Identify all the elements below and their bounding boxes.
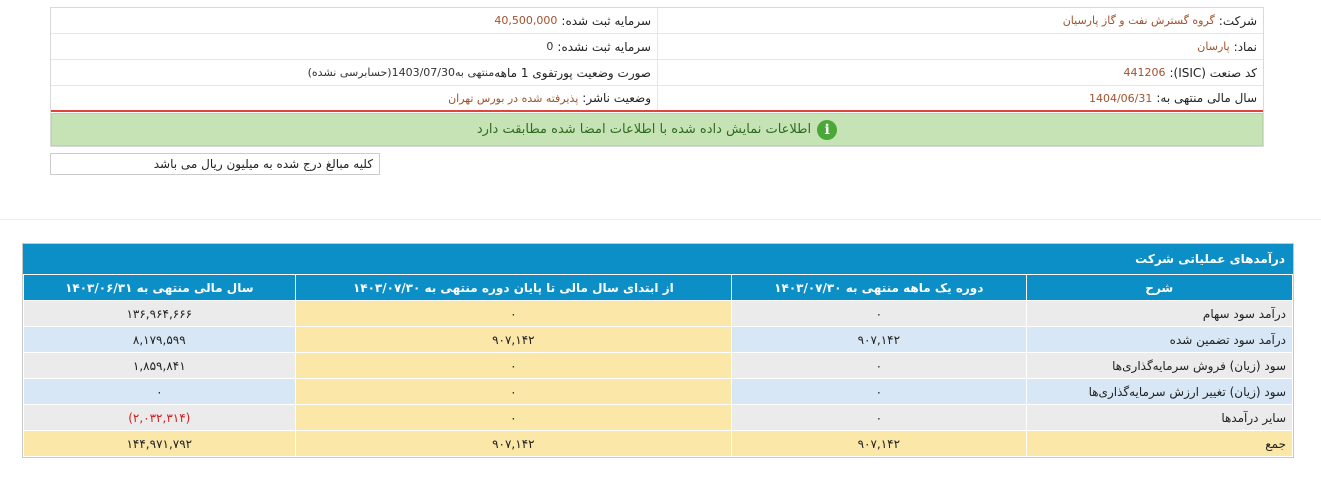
row-value-fiscal-year: ۰	[24, 379, 296, 405]
reg-capital-cell	[51, 8, 657, 33]
statement-value: منتهی به1403/07/30(حسابرسی نشده)	[307, 66, 495, 79]
info-row-1	[51, 8, 1263, 34]
publisher-status-value: پذیرفته شده در بورس تهران	[448, 91, 579, 105]
isic-cell	[657, 60, 1263, 85]
row-value-ytd: ۰	[295, 379, 732, 405]
row-value-one-month: ۰	[732, 405, 1026, 431]
reg-capital-label: سرمایه ثبت شده:	[561, 13, 651, 28]
currency-note	[50, 153, 380, 175]
row-description: سود (زیان) فروش سرمایه‌گذاری‌ها	[1026, 353, 1292, 379]
table-row	[24, 353, 1293, 379]
row-description: سایر درآمدها	[1026, 405, 1292, 431]
symbol-value[interactable]: پارسان	[1197, 40, 1230, 53]
table-header-row	[24, 275, 1293, 301]
info-icon: i	[817, 120, 837, 140]
currency-note-text: کلیه مبالغ درج شده به میلیون ریال می باشد	[153, 157, 373, 171]
row-value-ytd: ۰	[295, 405, 732, 431]
row-value-fiscal-year-negative: (۲,۰۳۲,۳۱۴)	[24, 405, 296, 431]
unreg-capital-cell	[51, 34, 657, 59]
symbol-label: نماد:	[1233, 39, 1257, 54]
symbol-cell	[657, 34, 1263, 59]
row-value-one-month: ۰	[732, 301, 1026, 327]
col-header-ytd: از ابتدای سال مالی تا پایان دوره منتهی به ۱۴۰۳/۰۷/۳۰	[295, 275, 732, 301]
statement-cell	[51, 60, 657, 85]
row-value-one-month: ۰	[732, 379, 1026, 405]
unreg-capital-label: سرمایه ثبت نشده:	[557, 39, 651, 54]
isic-value: 441206	[1123, 66, 1166, 79]
fiscal-year-label: سال مالی منتهی به:	[1156, 91, 1257, 105]
row-value-ytd: ۰	[295, 353, 732, 379]
table-total-row	[24, 431, 1293, 457]
table-row	[24, 405, 1293, 431]
total-value-one-month: ۹۰۷,۱۴۲	[732, 431, 1026, 457]
row-value-fiscal-year: ۱۳۶,۹۶۴,۶۶۶	[24, 301, 296, 327]
info-row-4	[51, 86, 1263, 112]
section-title: درآمدهای عملیاتی شرکت	[23, 244, 1293, 274]
row-value-one-month: ۰	[732, 353, 1026, 379]
publisher-status-label: وضعیت ناشر:	[582, 91, 651, 105]
total-value-ytd: ۹۰۷,۱۴۲	[295, 431, 732, 457]
company-info-panel	[50, 7, 1264, 147]
unreg-capital-value: 0	[546, 40, 554, 53]
table-row	[24, 301, 1293, 327]
col-header-description: شرح	[1026, 275, 1292, 301]
table-row	[24, 327, 1293, 353]
reg-capital-value: 40,500,000	[494, 14, 558, 27]
row-value-ytd: ۹۰۷,۱۴۲	[295, 327, 732, 353]
row-description: درآمد سود سهام	[1026, 301, 1292, 327]
revenue-table	[23, 274, 1293, 457]
operating-revenue-section	[22, 243, 1294, 458]
verification-text: اطلاعات نمایش داده شده با اطلاعات امضا شده مطابقت دارد	[476, 122, 812, 137]
verification-banner	[51, 113, 1263, 146]
total-description: جمع	[1026, 431, 1292, 457]
info-row-3	[51, 60, 1263, 86]
fiscal-year-cell	[657, 86, 1263, 110]
table-row	[24, 379, 1293, 405]
row-description: درآمد سود تضمین شده	[1026, 327, 1292, 353]
fiscal-year-value: 1404/06/31	[1088, 91, 1153, 105]
row-description: سود (زیان) تغییر ارزش سرمایه‌گذاری‌ها	[1026, 379, 1292, 405]
company-name[interactable]: گروه گسترش نفت و گاز پارسیان	[1062, 14, 1215, 27]
divider	[0, 219, 1321, 220]
company-label: شرکت:	[1218, 13, 1257, 28]
info-row-2	[51, 34, 1263, 60]
company-cell	[657, 8, 1263, 33]
col-header-one-month: دوره یک ماهه منتهی به ۱۴۰۳/۰۷/۳۰	[732, 275, 1026, 301]
statement-label: صورت وضعیت پورتفوی 1 ماهه	[494, 65, 651, 80]
isic-label: کد صنعت (ISIC):	[1169, 65, 1257, 80]
row-value-one-month: ۹۰۷,۱۴۲	[732, 327, 1026, 353]
row-value-ytd: ۰	[295, 301, 732, 327]
total-value-fiscal-year: ۱۴۴,۹۷۱,۷۹۲	[24, 431, 296, 457]
col-header-fiscal-year: سال مالی منتهی به ۱۴۰۳/۰۶/۳۱	[24, 275, 296, 301]
publisher-status-cell	[51, 86, 657, 110]
row-value-fiscal-year: ۸,۱۷۹,۵۹۹	[24, 327, 296, 353]
row-value-fiscal-year: ۱,۸۵۹,۸۴۱	[24, 353, 296, 379]
